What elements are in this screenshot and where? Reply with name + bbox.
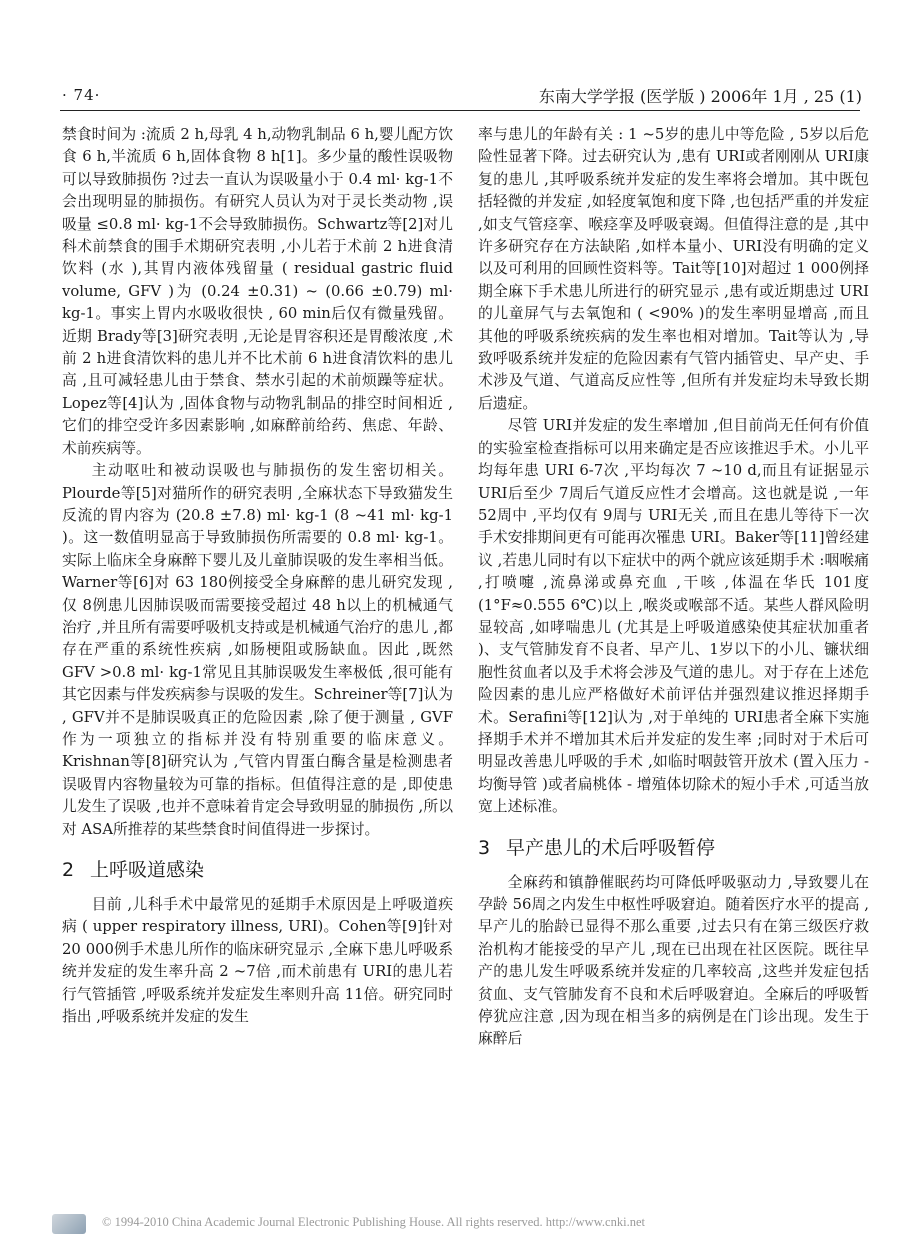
paragraph-uri-intro: 目前 ,儿科手术中最常见的延期手术原因是上呼吸道疾病 ( upper respiratory illness, URI)。Cohen等[9]针对 20 000例手术患儿所作的临床研究显示 ,全麻下患儿呼吸系统并发症的发生率升高 2 ~7倍 ,而术前患有 URI的患儿若行气管插管 ,呼吸系统并发症发生率则升高 11倍。研究同时指出 ,呼吸系统并发症的发生	[62, 896, 453, 1026]
journal-citation: 东南大学学报 (医学版 ) 2006年 1月 , 25 (1)	[538, 87, 862, 106]
left-column	[62, 124, 453, 1028]
paragraph-uri-postpone: 尽管 URI并发症的发生率增加 ,但目前尚无任何有价值的实验室检查指标可以用来确定是否应该推迟手术。小儿平均每年患 URI 6-7次 ,平均每次 7 ~10 d,而且有证据显示 URI后至少 7周后气道反应性才会增高。这也就是说 ,一年 52周中 ,平均仅有 9周与 URI无关 ,而且在患儿等待下一次手术安排期间更有可能再次罹患 URI。Baker等[11]曾经建议 ,若患儿同时有以下症状中的两个就应该延期手术 :咽喉痛 ,打喷嚏 ,流鼻涕或鼻充血 ,干咳 ,体温在华氏 101度 (1°F≈0.555 6℃)以上 ,喉炎或喉部不适。某些人群风险明显较高 ,如哮喘患儿 (尤其是上呼吸道感染使其症状加重者 )、支气管肺发育不良者、早产儿、1岁以下的小儿、镰状细胞性贫血者以及手术将会涉及气道的患儿。对于存在上述危险因素的患儿应严格做好术前评估并强烈建议推迟择期手术。Serafini等[12]认为 ,对于单纯的 URI患者全麻下实施择期手术并不增加其术后并发症的发生率 ;同时对于术后可明显改善患儿呼吸的手术 ,如临时咽鼓管开放术 (置入压力 - 均衡导管 )或者扁桃体 - 增殖体切除术的短小手术 ,可适当放宽上述标准。	[478, 417, 869, 816]
paragraph-fasting-times: 禁食时间为 :流质 2 h,母乳 4 h,动物乳制品 6 h,婴儿配方饮食 6 h,半流质 6 h,固体食物 8 h[1]。多少量的酸性误吸物可以导致肺损伤 ?过去一直认为误吸量小于 0.4 ml· kg-1不会出现明显的肺损伤。有研究人员认为对于灵长类动物 ,误吸量 ≤0.8 ml· kg-1不会导致肺损伤。Schwartz等[2]对儿科术前禁食的围手术期研究表明 ,小儿若于术前 2 h进食清饮料 (水 ),其胃内液体残留量 ( residual gastric fluid volume, GFV )为 (0.24 ±0.31) ~ (0.66 ±0.79) ml· kg-1。事实上胃内水吸收很快 , 60 min后仅有微量残留。近期 Brady等[3]研究表明 ,无论是胃容积还是胃酸浓度 ,术前 2 h进食清饮料的患儿并不比术前 6 h进食清饮料的患儿高 ,且可减轻患儿由于禁食、禁水引起的术前烦躁等症状。Lopez等[4]认为 ,固体食物与动物乳制品的排空时间相近 ,它们的排空受许多因素影响 ,如麻醉前给药、焦虑、年龄、术前疾病等。	[62, 126, 453, 457]
page-header	[0, 0, 920, 110]
page-number: · 74·	[62, 86, 101, 104]
paragraph-apnea: 全麻药和镇静催眠药均可降低呼吸驱动力 ,导致婴儿在孕龄 56周之内发生中枢性呼吸窘迫。随着医疗水平的提高 ,早产儿的胎龄已显得不那么重要 ,过去只有在第三级医疗救治机构才能接受的早产儿 ,现在已出现在社区医院。既往早产的患儿发生呼吸系统并发症的几率较高 ,这些并发症包括贫血、支气管肺发育不良和术后呼吸窘迫。全麻后的呼吸暂停犹应注意 ,因为现在相当多的病例是在门诊出现。发生于麻醉后	[478, 873, 869, 1048]
section-number: 3	[478, 836, 491, 859]
section-heading-uri	[62, 857, 453, 883]
section-number: 2	[62, 859, 75, 881]
section-title: 早产患儿的术后呼吸暂停	[506, 836, 716, 859]
header-rule	[60, 110, 860, 111]
right-column	[478, 124, 869, 1051]
section-heading-apnea	[478, 835, 869, 861]
section-title: 上呼吸道感染	[90, 859, 205, 881]
paragraph-aspiration: 主动呕吐和被动误吸也与肺损伤的发生密切相关。Plourde等[5]对猫所作的研究表明 ,全麻状态下导致猫发生反流的胃内容为 (20.8 ±7.8) ml· kg-1 (8 ~41 ml· kg-1 )。这一数值明显高于导致肺损伤所需要的 0.8 ml· kg-1。实际上临床全身麻醉下婴儿及儿童肺误吸的发生率相当低。Warner等[6]对 63 180例接受全身麻醉的患儿研究发现 ,仅 8例患儿因肺误吸而需要接受超过 48 h以上的机械通气治疗 ,并且所有需要呼吸机支持或是机械通气治疗的患儿 ,都存在严重的系统性疾病 ,如肠梗阻或肠缺血。因此 ,既然 GFV >0.8 ml· kg-1常见且其肺误吸发生率极低 ,很可能有其它因素与伴发疾病参与误吸的发生。Schreiner等[7]认为 , GFV并不是肺误吸真正的危险因素 ,除了便于测量 , GVF作为一项独立的指标并没有特别重要的临床意义。Krishnan等[8]研究认为 ,气管内胃蛋白酶含量是检测患者误吸胃内容物量较为可靠的指标。但值得注意的是 ,即使患儿发生了误吸 ,也并不意味着肯定会导致明显的肺损伤 ,所以对 ASA所推荐的某些禁食时间值得进一步探讨。	[62, 462, 453, 838]
copyright-notice: © 1994-2010 China Academic Journal Electronic Publishing House. All rights reserved. http://www.cnki.net	[102, 1215, 645, 1229]
cnki-logo-icon	[52, 1214, 86, 1234]
page-footer	[52, 1212, 872, 1238]
paragraph-uri-age: 率与患儿的年龄有关 : 1 ~5岁的患儿中等危险 , 5岁以后危险性显著下降。过去研究认为 ,患有 URI或者刚刚从 URI康复的患儿 ,其呼吸系统并发症的发生率将会增加。其中既包括轻微的并发症 ,如轻度氧饱和度下降 ,也包括严重的并发症 ,如支气管痉挛、喉痉挛及呼吸衰竭。但值得注意的是 ,其中许多研究存在方法缺陷 ,如样本量小、URI没有明确的定义以及可利用的回顾性资料等。Tait等[10]对超过 1 000例择期全麻下手术患儿所进行的研究显示 ,患有或近期患过 URI的儿童屏气与去氧饱和 ( <90% )的发生率明显增高 ,而且其他的呼吸系统疾病的发生率也相对增加。Tait等认为 ,导致呼吸系统并发症的危险因素有气管内插管史、早产史、手术涉及气道、气道高反应性等 ,但所有并发症均未导致长期后遗症。	[478, 126, 869, 412]
